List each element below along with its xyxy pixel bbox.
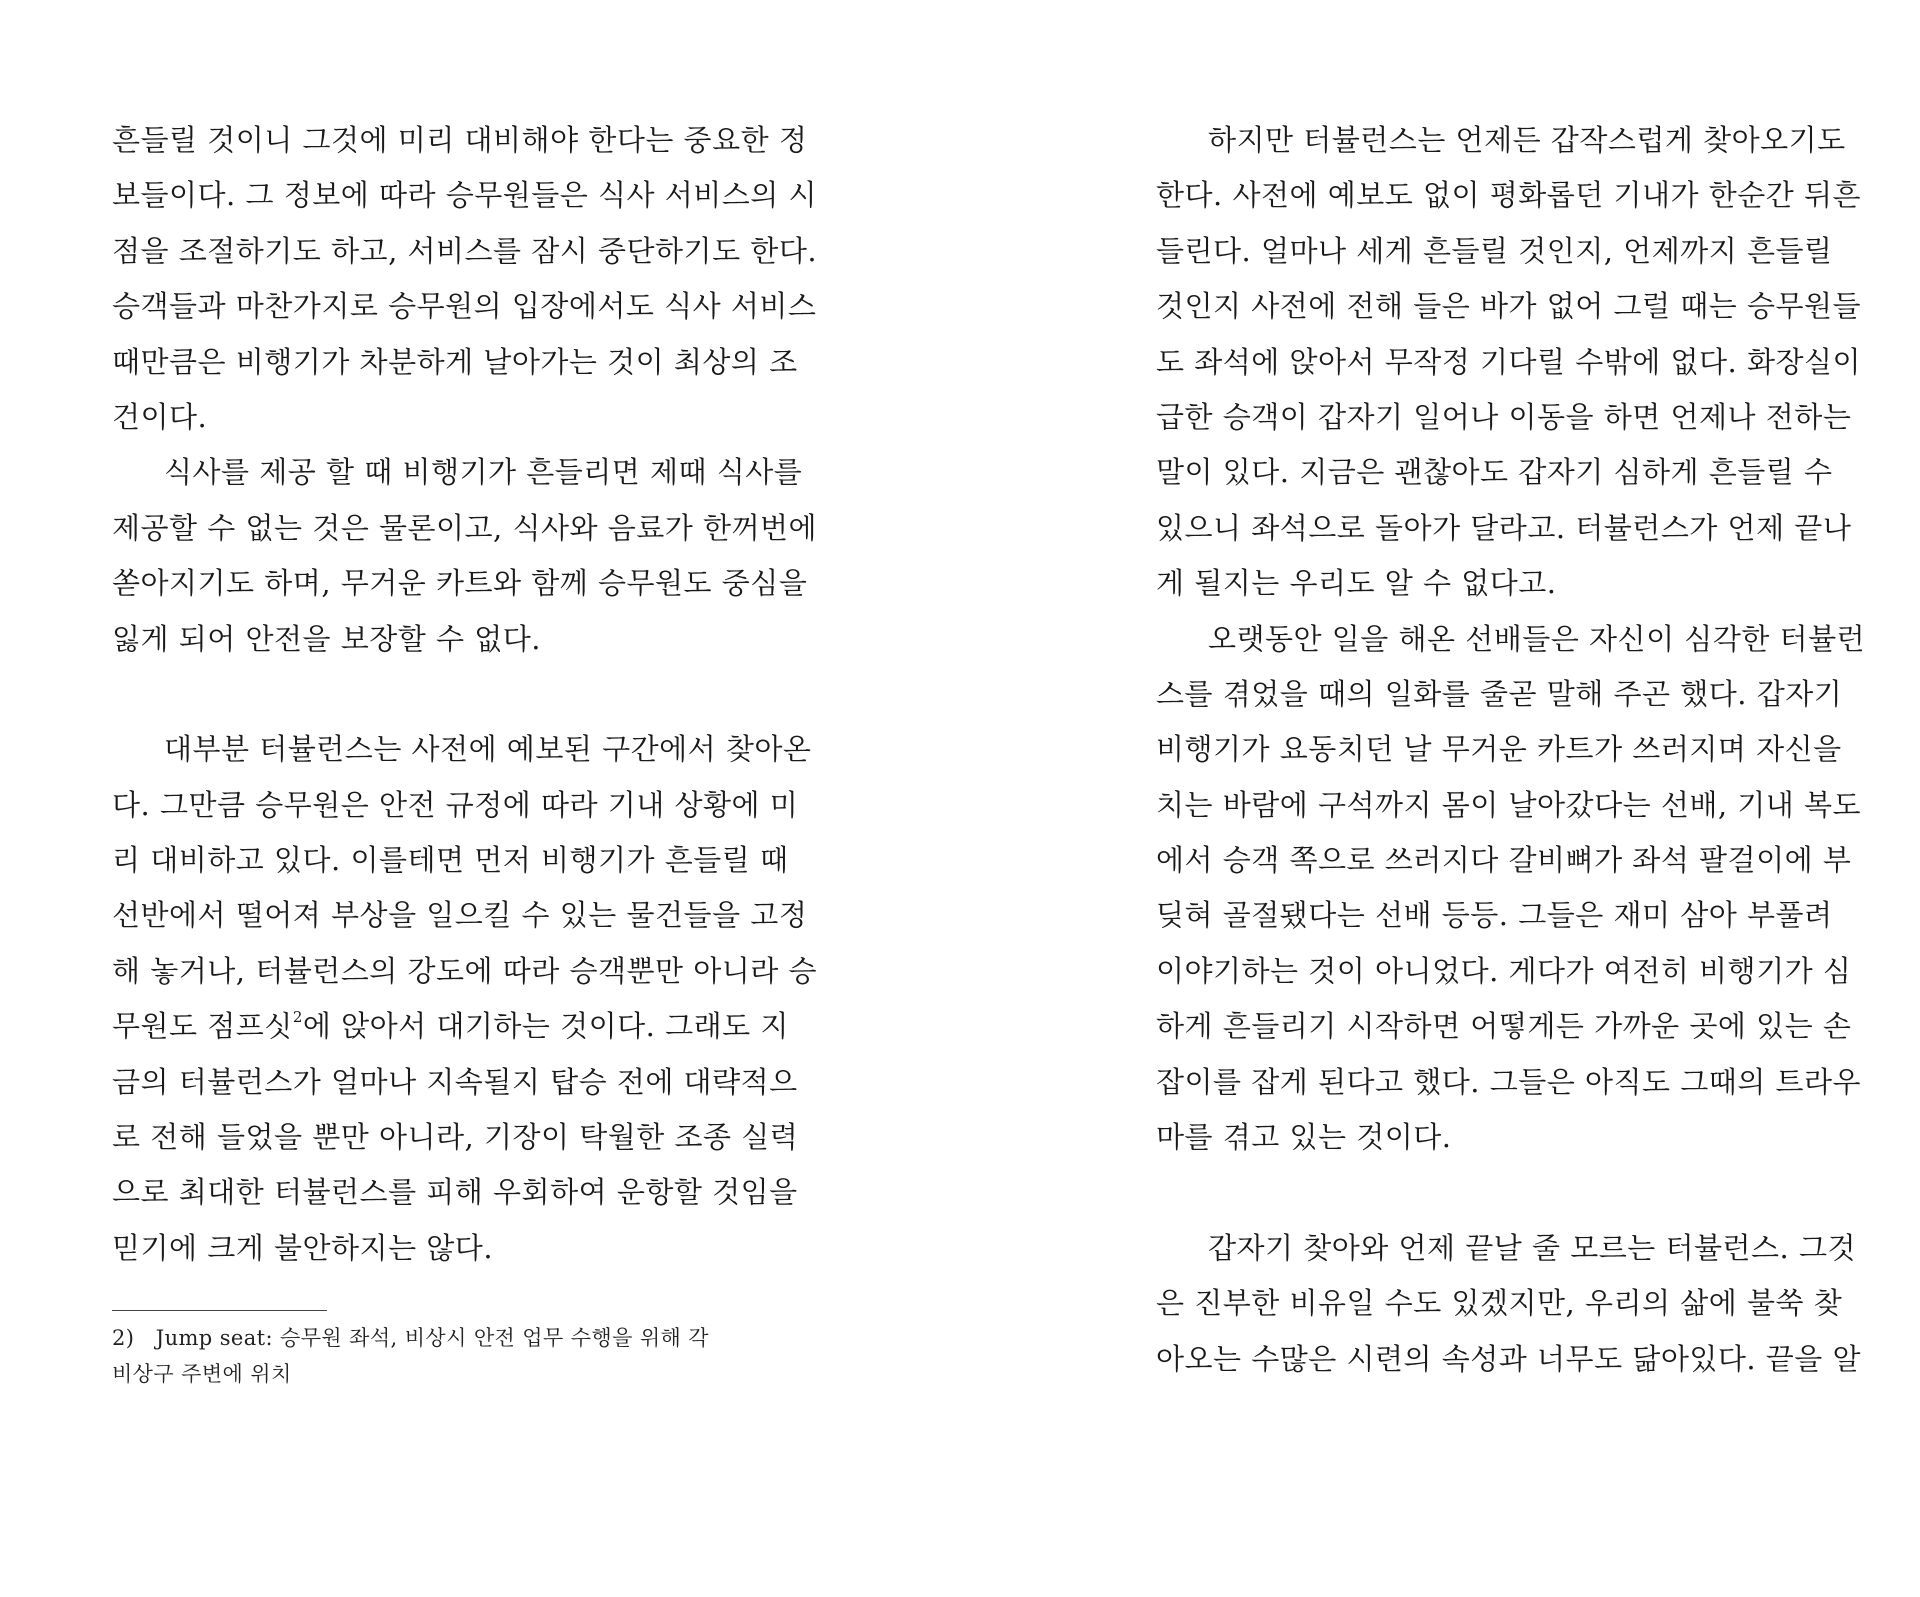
text-line: 스를 겪었을 때의 일화를 줄곧 말해 주곤 했다. 갑자기 [1156, 676, 1843, 711]
text-line: 쏟아지기도 하며, 무거운 카트와 함께 승무원도 중심을 [112, 566, 808, 601]
text-line: 하게 흔들리기 시작하면 어떻게든 가까운 곳에 있는 손 [1156, 1009, 1852, 1044]
text-line: 마를 겪고 있는 것이다. [1156, 1120, 1452, 1155]
text-line: 있으니 좌석으로 돌아가 달라고. 터뷸런스가 언제 끝나 [1156, 510, 1852, 545]
footnote-line: 비상구 주변에 위치 [112, 1362, 292, 1386]
text-line: 잃게 되어 안전을 보장할 수 없다. [112, 621, 541, 656]
text-line: 믿기에 크게 불안하지는 않다. [112, 1230, 494, 1265]
text-line: 게 될지는 우리도 알 수 없다고. [1156, 566, 1557, 601]
text-line: 흔들릴 것이니 그것에 미리 대비해야 한다는 중요한 정 [112, 123, 808, 157]
text-line: 도 좌석에 앉아서 무작정 기다릴 수밖에 없다. 화장실이 [1156, 344, 1862, 379]
text-line: 한다. 사전에 예보도 없이 평화롭던 기내가 한순간 뒤흔 [1156, 178, 1862, 213]
text-line: 말이 있다. 지금은 괜찮아도 갑자기 심하게 흔들릴 수 [1156, 455, 1833, 490]
text-line: 식사를 제공 할 때 비행기가 흔들리면 제때 식사를 [164, 455, 803, 490]
footnote-divider [112, 1310, 327, 1311]
text-line: 다. 그만큼 승무원은 안전 규정에 따라 기내 상황에 미 [112, 787, 799, 822]
text-segment: 에 앉아서 대기하는 것이다. 그래도 지 [302, 1009, 789, 1044]
right-page [1156, 113, 1866, 1387]
footnote-line: 2) Jump seat: 승무원 좌석, 비상시 안전 업무 수행을 위해 각 [112, 1326, 709, 1350]
text-segment: 무원도 점프싯 [112, 1009, 293, 1044]
text-line: 때만큼은 비행기가 차분하게 날아가는 것이 최상의 조 [112, 344, 798, 379]
text-line: 해 놓거나, 터뷸런스의 강도에 따라 승객뿐만 아니라 승 [112, 953, 818, 988]
text-line: 으로 최대한 터뷸런스를 피해 우회하여 운항할 것임을 [112, 1175, 798, 1210]
text-line [112, 999, 789, 1054]
text-line: 오랫동안 일을 해온 선배들은 자신이 심각한 터뷸런 [1208, 621, 1866, 656]
text-line: 제공할 수 없는 것은 물론이고, 식사와 음료가 한꺼번에 [112, 510, 818, 545]
text-line: 갑자기 찾아와 언제 끝날 줄 모르는 터뷸런스. 그것 [1208, 1230, 1857, 1265]
text-line: 비행기가 요동치던 날 무거운 카트가 쓰러지며 자신을 [1156, 732, 1842, 767]
text-line: 승객들과 마찬가지로 승무원의 입장에서도 식사 서비스 [112, 289, 817, 324]
text-line: 들린다. 얼마나 세게 흔들릴 것인지, 언제까지 흔들릴 [1156, 233, 1833, 268]
right-paragraph-1 [1156, 113, 1862, 612]
left-page [112, 113, 818, 1276]
text-line: 보들이다. 그 정보에 따라 승무원들은 식사 서비스의 시 [112, 178, 818, 213]
section-break [112, 667, 768, 722]
text-line: 잡이를 잡게 된다고 했다. 그들은 아직도 그때의 트라우 [1156, 1064, 1862, 1099]
section-break [1156, 1165, 1812, 1220]
text-line: 것인지 사전에 전해 들은 바가 없어 그럴 때는 승무원들 [1156, 289, 1862, 324]
text-line: 급한 승객이 갑자기 일어나 이동을 하면 언제나 전하는 [1156, 399, 1852, 434]
footnote-reference: 2 [292, 1007, 303, 1026]
right-paragraph-2 [1156, 612, 1866, 1166]
text-line: 은 진부한 비유일 수도 있겠지만, 우리의 삶에 불쑥 찾 [1156, 1286, 1843, 1321]
text-line: 리 대비하고 있다. 이를테면 먼저 비행기가 흔들릴 때 [112, 843, 789, 878]
text-line: 선반에서 떨어져 부상을 일으킬 수 있는 물건들을 고정 [112, 898, 808, 933]
text-line: 에서 승객 쪽으로 쓰러지다 갈비뼈가 좌석 팔걸이에 부 [1156, 843, 1852, 878]
left-paragraph-1 [112, 113, 818, 445]
text-line: 로 전해 들었을 뿐만 아니라, 기장이 탁월한 조종 실력 [112, 1120, 799, 1155]
text-line: 하지만 터뷸런스는 언제든 갑작스럽게 찾아오기도 [1208, 123, 1846, 157]
text-line: 아오는 수많은 시련의 속성과 너무도 닮아있다. 끝을 알 [1156, 1341, 1862, 1376]
left-paragraph-2 [112, 445, 818, 667]
footnote [112, 1320, 772, 1392]
text-line: 이야기하는 것이 아니었다. 게다가 여전히 비행기가 심 [1156, 953, 1852, 988]
text-line: 치는 바람에 구석까지 몸이 날아갔다는 선배, 기내 복도 [1156, 787, 1862, 822]
left-paragraph-3 [112, 722, 818, 1276]
text-line: 대부분 터뷸런스는 사전에 예보된 구간에서 찾아온 [164, 732, 812, 767]
text-line: 점을 조절하기도 하고, 서비스를 잠시 중단하기도 한다. [112, 233, 818, 268]
text-line: 금의 터뷸런스가 얼마나 지속될지 탑승 전에 대략적으 [112, 1064, 798, 1099]
text-line: 건이다. [112, 399, 208, 434]
right-paragraph-3 [1156, 1221, 1862, 1387]
text-line: 딪혀 골절됐다는 선배 등등. 그들은 재미 삼아 부풀려 [1156, 898, 1833, 933]
